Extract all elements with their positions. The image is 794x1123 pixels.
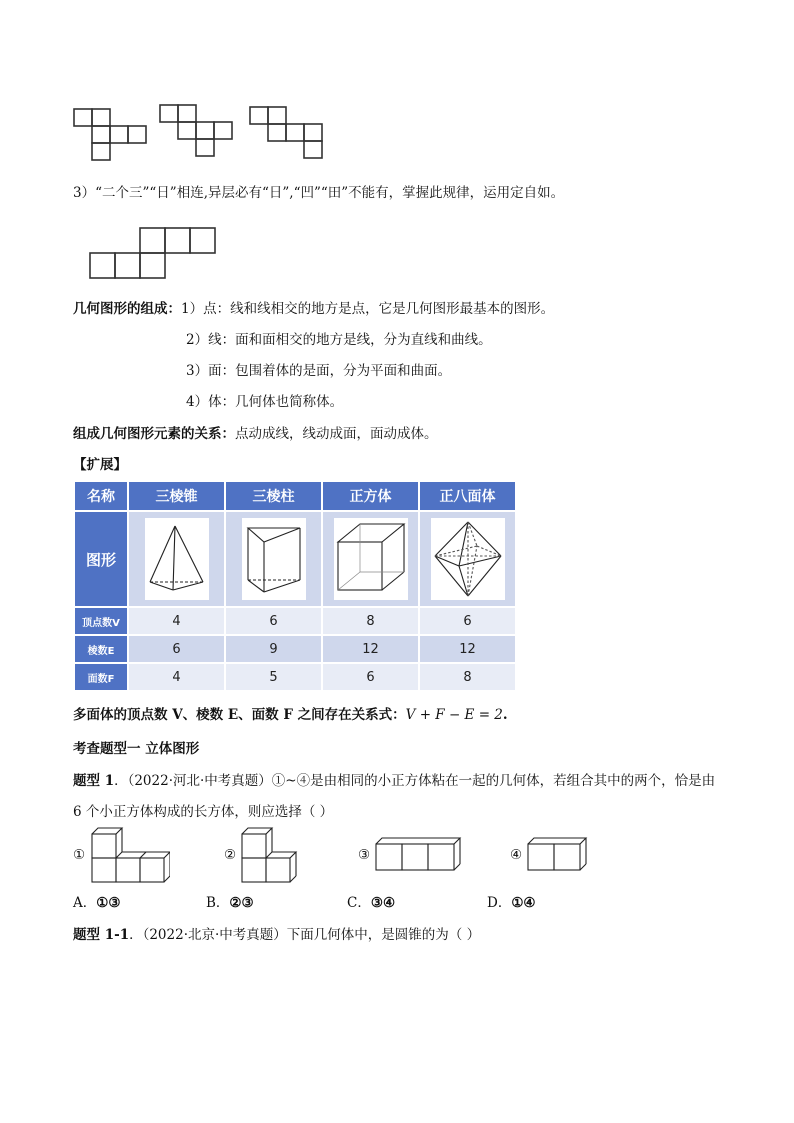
q1-line-1 [73, 772, 715, 790]
polyhedra-table [73, 480, 517, 692]
octahedron-figure [431, 518, 505, 600]
row-label: 面数F [74, 663, 128, 691]
table-cell: 8 [419, 663, 516, 691]
table-cell: 12 [419, 635, 516, 663]
q1-text-1: ．（2022·河北·中考真题）①~④是由相同的小正方体粘在一起的几何体，若组合其中的两个，恰是由 [114, 773, 716, 789]
solid-2-figure [240, 826, 300, 884]
table-row [74, 663, 516, 691]
table-header-row [74, 481, 516, 511]
euler-end: . [502, 707, 508, 723]
table-header: 三棱柱 [225, 481, 322, 511]
relation-text: 点动成线，线动成面，面动成体。 [235, 426, 438, 442]
table-cell: 6 [225, 607, 322, 635]
composition-label: 几何图形的组成： [73, 301, 181, 317]
rule-3-text: 3）“二个三”“日”相连,异层必有“日”,“凹”“田”不能有，掌握此规律，运用定自如。 [73, 185, 565, 201]
q11-label: 题型 1-1 [73, 927, 130, 943]
table-cell: 6 [128, 635, 225, 663]
table-cell: 8 [322, 607, 419, 635]
triangular-prism-figure [242, 518, 306, 600]
table-cell: 6 [419, 607, 516, 635]
table-header: 正八面体 [419, 481, 516, 511]
q11-line [73, 926, 480, 944]
option-c-letter: C． [347, 895, 371, 911]
table-header: 名称 [74, 481, 128, 511]
option-d-letter: D． [487, 895, 512, 911]
euler-text: 多面体的顶点数 V、棱数 E、面数 F 之间存在关系式： [73, 707, 406, 723]
solid-3-figure [374, 836, 464, 872]
relation-line [73, 425, 438, 443]
option-d[interactable] [487, 894, 536, 912]
euler-formula: V + F − E = 2 [405, 707, 503, 723]
option-b[interactable] [206, 894, 254, 912]
composition-item-1: 1）点：线和线相交的地方是点，它是几何图形最基本的图形。 [181, 301, 555, 317]
q1-label: 题型 1 [73, 773, 115, 789]
composition-item-3: 3）面：包围着体的是面，分为平面和曲面。 [186, 363, 452, 379]
composition-item-4: 4）体：几何体也简称体。 [186, 394, 344, 410]
extend-heading: 【扩展】 [73, 457, 127, 473]
table-cell: 6 [322, 663, 419, 691]
option-b-letter: B． [206, 895, 230, 911]
table-cell: 4 [128, 663, 225, 691]
table-cell: 5 [225, 663, 322, 691]
solid-4-figure [526, 836, 590, 872]
row-label: 顶点数V [74, 607, 128, 635]
option-b-value: ②③ [229, 895, 254, 911]
table-row [74, 635, 516, 663]
section-title: 考查题型一 立体图形 [73, 741, 200, 757]
composition-line-1 [73, 300, 554, 318]
q11-text: ．（2022·北京·中考真题）下面几何体中，是圆锥的为（ ） [129, 927, 481, 943]
fig-label-1: ① [73, 847, 86, 863]
option-a-value: ①③ [96, 895, 121, 911]
option-c-value: ③④ [370, 895, 396, 911]
table-cell: 9 [225, 635, 322, 663]
fig-label-2: ② [224, 847, 237, 863]
cube-figure [334, 518, 408, 600]
fig-label-3: ③ [358, 847, 371, 863]
q1-text-2: 6 个小正方体构成的长方体，则应选择（ ） [73, 804, 334, 820]
table-header: 三棱锥 [128, 481, 225, 511]
option-a-letter: A． [73, 895, 97, 911]
option-a[interactable] [73, 894, 120, 912]
table-cell: 4 [128, 607, 225, 635]
relation-label: 组成几何图形元素的关系： [73, 426, 235, 442]
option-c[interactable] [347, 894, 395, 912]
solid-1-figure [90, 826, 170, 884]
table-header: 正方体 [322, 481, 419, 511]
table-row [74, 607, 516, 635]
staircase-net [88, 226, 218, 282]
table-cell: 12 [322, 635, 419, 663]
figure-row-label: 图形 [74, 511, 128, 607]
composition-item-2: 2）线：面和面相交的地方是线，分为直线和曲线。 [186, 332, 492, 348]
option-d-value: ①④ [511, 895, 536, 911]
euler-line [73, 706, 508, 724]
fig-label-4: ④ [510, 847, 523, 863]
triangular-pyramid-figure [145, 518, 209, 600]
row-label: 棱数E [74, 635, 128, 663]
table-figure-row [74, 511, 516, 607]
cube-nets-top [70, 100, 330, 162]
